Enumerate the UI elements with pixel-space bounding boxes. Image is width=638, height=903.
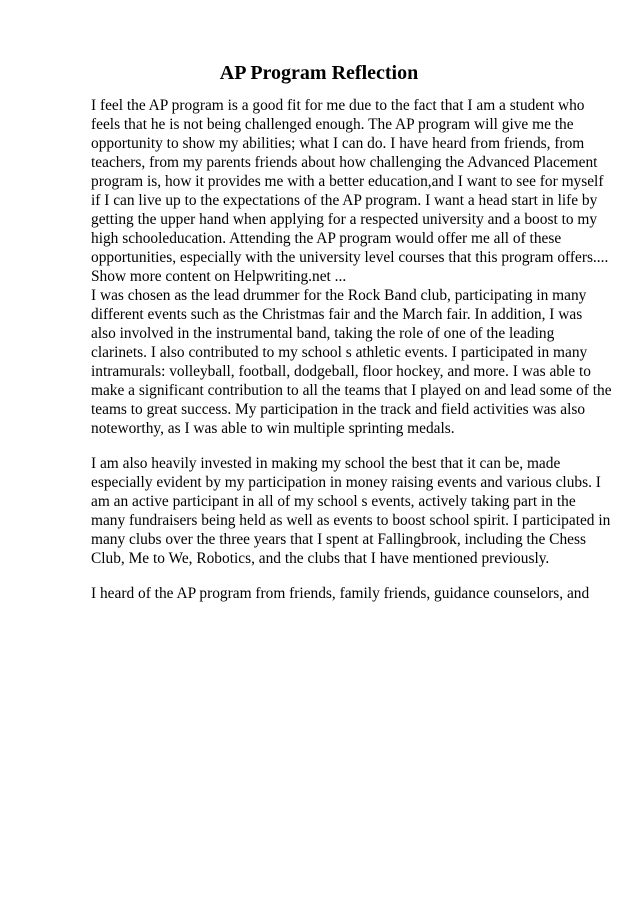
paragraph-1-line: I feel the AP program is a good fit for me due to the fact that I am a student who xyxy=(91,97,585,114)
paragraph-3-line: Club, Me to We, Robotics, and the clubs that I have mentioned previously. xyxy=(91,550,550,567)
paragraph-1-line: opportunity to show my abilities; what I can do. I have heard from friends, from xyxy=(91,135,585,152)
paragraph-4-line: I heard of the AP program from friends, family friends, guidance counselors, and xyxy=(91,585,590,602)
paragraph-1-line: high schooleducation. Attending the AP program would offer me all of these xyxy=(91,230,562,247)
paragraph-2-line: make a significant contribution to all the teams that I played on and lead some of the xyxy=(91,382,612,399)
paragraph-3-line: am an active participant in all of my school s events, actively taking part in the xyxy=(91,493,576,510)
paragraph-2-line: I was chosen as the lead drummer for the Rock Band club, participating in many xyxy=(91,287,587,304)
paragraph-2-line: noteworthy, as I was able to win multiple sprinting medals. xyxy=(91,420,455,437)
paragraph-2-line: clarinets. I also contributed to my school s athletic events. I participated in many xyxy=(91,344,588,361)
paragraph-3-line: many fundraisers being held as well as events to boost school spirit. I participated in xyxy=(91,512,611,529)
paragraph-1-line: if I can live up to the expectations of the AP program. I want a head start in life by xyxy=(91,192,598,209)
show-more-link-text: Show more content on Helpwriting.net ... xyxy=(91,268,347,285)
paragraph-1-line: feels that he is not being challenged enough. The AP program will give me the xyxy=(91,116,574,133)
paragraph-1-line: opportunities, especially with the university level courses that this program offers.... xyxy=(91,249,609,266)
paragraph-2-line: different events such as the Christmas fair and the March fair. In addition, I was xyxy=(91,306,583,323)
document-title: AP Program Reflection xyxy=(219,62,419,84)
paragraph-2-line: also involved in the instrumental band, taking the role of one of the leading xyxy=(91,325,555,342)
paragraph-3-line: I am also heavily invested in making my school the best that it can be, made xyxy=(91,455,561,472)
paragraph-1-line: getting the upper hand when applying for a respected university and a boost to my xyxy=(91,211,598,228)
paragraph-2-line: intramurals: volleyball, football, dodgeball, floor hockey, and more. I was able to xyxy=(91,363,591,380)
paragraph-3-line: many clubs over the three years that I spent at Fallingbrook, including the Chess xyxy=(91,531,586,548)
paragraph-1-line: program is, how it provides me with a better education,and I want to see for myself xyxy=(91,173,604,190)
paragraph-2-line: teams to great success. My participation in the track and field activities was also xyxy=(91,401,586,418)
paragraph-1-line: teachers, from my parents friends about how challenging the Advanced Placement xyxy=(91,154,598,171)
paragraph-3-line: especially evident by my participation in money raising events and various clubs. I xyxy=(91,474,601,491)
